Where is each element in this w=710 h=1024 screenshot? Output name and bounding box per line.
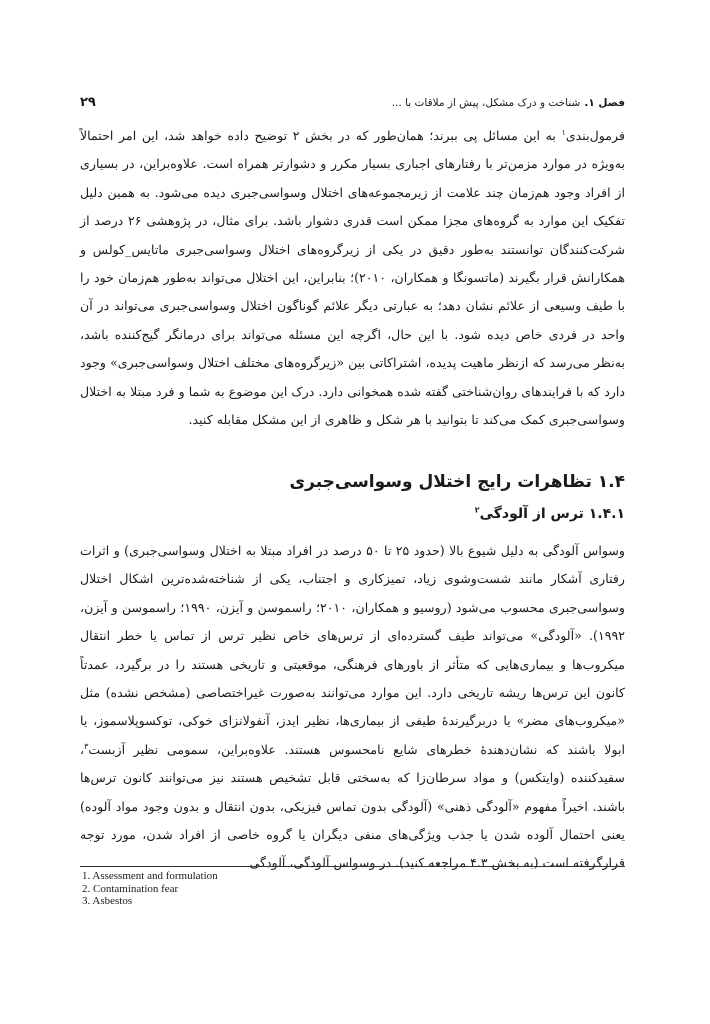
footnote-ref-1: ۱ (561, 127, 566, 137)
footnote-divider (80, 866, 625, 867)
footnote-3: 3. Asbestos (82, 895, 133, 907)
paragraph-text: به این مسائل پی ببرند؛ همان‌طور که در بخش ۲ توضیح داده خواهد شد، این امر احتمالاً به‌ویژه در موارد مزمن‌تر با رفتارهای اجباری بسیار مکرر و دشوارتر همراه است. علاوه‌براین، در بسیاری از افراد وجود هم‌زمان چند علامت از زیرمجموعه‌های اختلال وسواسی‌جبری دیده می‌شود. به همین دلیل تفکیک این موارد به گروه‌های مجزا ممکن است قدری دشوار باشد. برای مثال، در پژوهشی ۲۶ درصد از شرکت‌کنندگان توانستند به‌طور دقیق در یکی از زیرگروه‌های اختلال وسواسی‌جبری ماتایس_کولس و همکارانش قرار بگیرند (ماتسونگا و همکاران، ۲۰۱۰)؛ بنابراین، این اختلال می‌تواند به‌طور هم‌زمان خود را با طیف وسیعی از علائم نشان دهد؛ به عبارتی دیگر علائم گوناگون اختلال وسواسی‌جبری می‌تواند در آن واحد در فردی خاص دیده شود. با این حال، اگرچه این مسئله می‌تواند برای درمانگر گیج‌کننده باشد، به‌نظر می‌رسد که ازنظر ماهیت پدیده، اشتراکاتی بین «زیرگروه‌های مختلف اختلال وسواسی‌جبری» وجود دارد که با فرایندهای روان‌شناختی گفته شده همخوانی دارد. درک این موضوع به شما و فرد مبتلا به اختلال وسواسی‌جبری کمک می‌کند تا بتوانید با هر شکل و ظاهری از این مشکل مقابله کنید. (80, 128, 625, 428)
term-formulation: فرمول‌بندی (565, 128, 625, 143)
paragraph-contamination (80, 537, 625, 878)
subsection-title: ۱.۴.۱ ترس از آلودگی (479, 506, 625, 522)
footnotes (82, 870, 622, 908)
footnote-1: 1. Assessment and formulation (82, 870, 218, 882)
section-heading: ۱.۴ تظاهرات رایج اختلال وسواسی‌جبری (289, 472, 625, 492)
chapter-title-block (392, 97, 625, 109)
paragraph-text-part1: وسواس آلودگی به دلیل شیوع بالا (حدود ۲۵ تا ۵۰ درصد در افراد مبتلا به اختلال وسواسی‌جبری) و اثرات رفتاری آشکار مانند شست‌وشوی زیاد، تمیزکاری و اجتناب، یکی از شناخته‌شده‌ترین اشکال اختلال وسواسی‌جبری محسوب می‌شود (روسیو و همکاران، ۲۰۱۰؛ راسموسن و آیزن، ۱۹۹۰؛ راسموسن و آیزن، ۱۹۹۲). «آلودگی» می‌تواند طیف گسترده‌ای از ترس‌های خاص نظیر ترس از تماس یا خطر انتقال میکروب‌ها و بیماری‌هایی که متأثر از باورهای فرهنگی، موقعیتی و تاریخی هستند را در برگیرد، عمدتاً کانون این ترس‌ها ریشه تاریخی دارد. این موارد می‌توانند به‌صورت غیراختصاصی (مشخص نشده) مثل «میکروب‌های مضر» یا دربرگیرندهٔ طیفی از بیماری‌ها، نظیر ایدز، آنفولانزای خوکی، توکسوپلاسموز، یا ابولا باشند که نشان‌دهندهٔ خطرهای شایع نامحسوس هستند. علاوه‌براین، سمومی نظیر آزبست (80, 543, 625, 757)
paragraph-text-part2: ، سفیدکننده (وایتکس) و مواد سرطان‌زا که به‌سختی قابل تشخیص هستند نیز می‌توانند کانون ترس‌ها باشند. اخیراً مفهوم «آلودگی ذهنی» (آلودگی بدون تماس فیزیکی، بدون انتقال و بدون وجود مواد آلوده) یعنی احتمال آلوده شدن یا جذب ویژگی‌های منفی دیگران یا گروه خاصی از افراد شدن، مورد توجه قرارگرفته است (به بخش ۴.۳ مراجعه کنید). در وسواس آلودگی، آلودگی (80, 741, 625, 871)
footnote-2: 2. Contamination fear (82, 882, 179, 895)
subsection-heading (80, 506, 625, 522)
footnote-ref-2: ۲ (474, 505, 480, 515)
footnote-ref-3: ۳ (84, 741, 89, 751)
running-header (80, 95, 625, 117)
paragraph-formulation (80, 122, 625, 434)
chapter-label: فصل ۱. (584, 97, 625, 109)
page-number: ۲۹ (80, 95, 96, 110)
chapter-title: شناخت و درک مشکل، پیش از ملاقات با ... (391, 97, 581, 109)
